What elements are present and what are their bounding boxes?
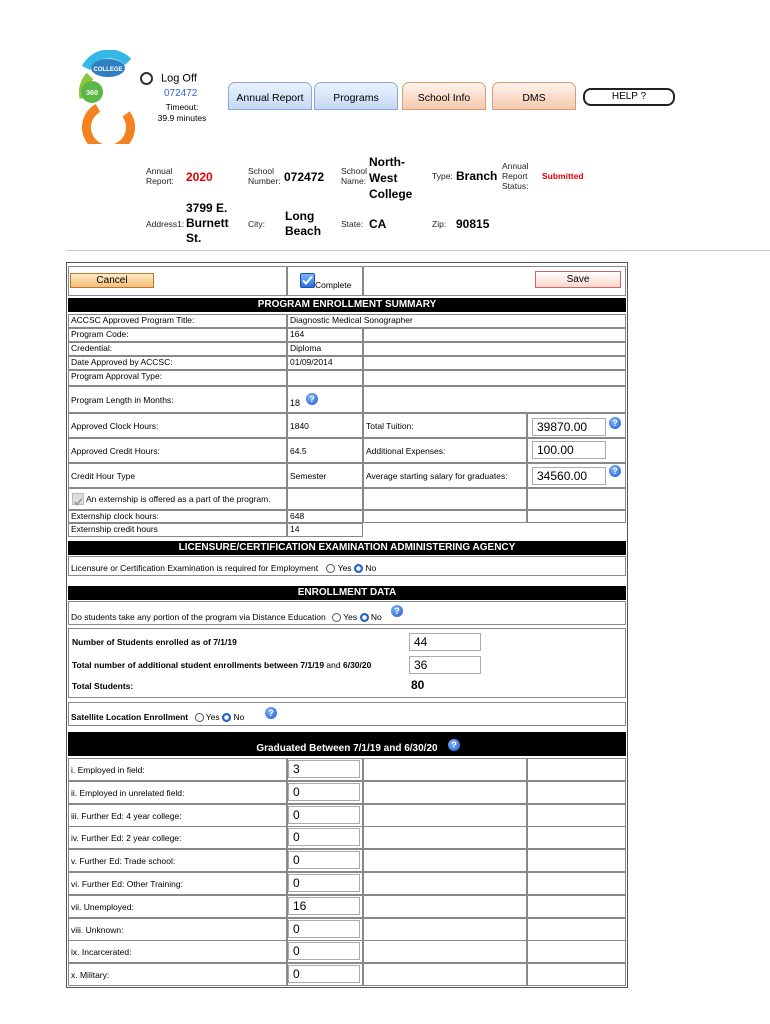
- total-tuition-label: Total Tuition:: [363, 413, 527, 438]
- satellite-no-radio[interactable]: [222, 713, 231, 722]
- help-button[interactable]: HELP ?: [583, 88, 675, 106]
- annual-report-year: 2020: [186, 170, 213, 184]
- program-title-label: ACCSC Approved Program Title:: [68, 314, 287, 328]
- blank-cell: [363, 356, 626, 370]
- checkmark-icon: [73, 497, 83, 507]
- distance-ed-yes-radio[interactable]: [332, 613, 341, 622]
- blank-cell: [527, 872, 626, 895]
- logoff-label: Log Off: [161, 72, 197, 85]
- distance-ed-no-label: No: [370, 612, 382, 622]
- satellite-yes-label: Yes: [205, 712, 220, 722]
- program-length-label: Program Length in Months:: [68, 386, 287, 413]
- blank-cell: [527, 940, 626, 963]
- power-icon: [140, 72, 153, 85]
- zip-value: 90815: [456, 217, 490, 231]
- type-label: Type:: [432, 171, 453, 181]
- help-icon[interactable]: ?: [306, 393, 318, 405]
- timeout-value: 39.9 minutes: [157, 113, 207, 123]
- total-students-label: Total Students:: [72, 681, 134, 691]
- enrolled-label: Number of Students enrolled as of 7/1/19: [72, 637, 237, 647]
- blank-cell: [363, 328, 626, 342]
- blank-cell: [527, 963, 626, 986]
- blank-cell: [527, 826, 626, 849]
- distance-ed-yes-label: Yes: [343, 612, 358, 622]
- graduated-row-input[interactable]: 0: [288, 942, 360, 960]
- satellite-yes-radio[interactable]: [195, 713, 204, 722]
- blank-cell: [287, 488, 363, 510]
- complete-checkbox[interactable]: [300, 273, 315, 288]
- report-status-label: Annual Report Status:: [502, 161, 529, 191]
- checkmark-icon: [301, 274, 314, 287]
- blank-cell: [363, 758, 527, 781]
- graduated-row-label: x. Military:: [68, 963, 287, 986]
- graduated-row-label: ix. Incarcerated:: [68, 940, 287, 963]
- annual-report-label: Annual Report:: [146, 166, 174, 186]
- blank-cell: [363, 918, 527, 941]
- graduated-row-input[interactable]: 0: [288, 783, 360, 801]
- account-number[interactable]: 072472: [164, 88, 198, 99]
- blank-cell: [363, 963, 527, 986]
- ext-clock-value: 648: [287, 510, 363, 523]
- enrollment-header: ENROLLMENT DATA: [68, 586, 626, 600]
- blank-cell: [527, 918, 626, 941]
- credit-hours-value: 64.5: [287, 438, 363, 463]
- credit-hour-type-value: Semester: [287, 463, 363, 488]
- program-code-label: Program Code:: [68, 328, 287, 342]
- city-label: City:: [248, 219, 265, 229]
- program-title-value: Diagnostic Medical Sonographer: [287, 314, 626, 328]
- help-icon[interactable]: ?: [265, 707, 277, 719]
- blank-cell: [363, 849, 527, 872]
- blank-cell: [363, 370, 626, 386]
- blank-cell: [527, 781, 626, 804]
- cancel-button[interactable]: Cancel: [70, 273, 154, 288]
- additional-enrollments-input[interactable]: 36: [409, 656, 481, 674]
- avg-salary-label: Average starting salary for graduates:: [363, 463, 527, 488]
- satellite-label: Satellite Location Enrollment: [71, 712, 189, 722]
- blank-cell: [363, 940, 527, 963]
- externship-label: An externship is offered as a part of the program.: [86, 494, 271, 504]
- satellite-row: [68, 702, 626, 726]
- divider: [67, 250, 770, 251]
- additional-expenses-input[interactable]: 100.00: [532, 441, 606, 459]
- blank-cell: [363, 826, 527, 849]
- tab-programs[interactable]: Programs: [314, 82, 398, 110]
- graduated-row-input[interactable]: 0: [288, 874, 360, 892]
- licensure-header: LICENSURE/CERTIFICATION EXAMINATION ADMINISTERING AGENCY: [68, 541, 626, 555]
- tab-school-info[interactable]: School Info: [402, 82, 486, 110]
- blank-cell: [363, 804, 527, 827]
- graduated-row-input[interactable]: 0: [288, 806, 360, 824]
- licensure-yes-label: Yes: [337, 563, 352, 573]
- avg-salary-input[interactable]: 34560.00: [532, 467, 606, 485]
- zip-label: Zip:: [432, 219, 447, 229]
- additional-enrollments-label: Total number of additional student enrollments between 7/1/19 and 6/30/20: [72, 660, 372, 670]
- blank-cell: [527, 488, 626, 510]
- blank-cell: [363, 342, 626, 356]
- type-value: Branch: [456, 169, 498, 183]
- credit-hours-label: Approved Credit Hours:: [68, 438, 287, 463]
- graduated-row-input[interactable]: 0: [288, 965, 360, 983]
- date-approved-label: Date Approved by ACCSC:: [68, 356, 287, 370]
- school-number-value: 072472: [284, 170, 325, 184]
- distance-ed-no-radio[interactable]: [360, 613, 369, 622]
- additional-expenses-label: Additional Expenses:: [363, 438, 527, 463]
- blank-cell: [363, 781, 527, 804]
- graduated-row-label: v. Further Ed: Trade school:: [68, 849, 287, 872]
- graduated-row-label: viii. Unknown:: [68, 918, 287, 941]
- graduated-row-input[interactable]: 3: [288, 760, 360, 778]
- state-value: CA: [369, 217, 387, 231]
- timeout-label: Timeout:: [165, 102, 199, 112]
- blank-cell: [527, 849, 626, 872]
- credential-label: Credential:: [68, 342, 287, 356]
- college360-logo: [76, 50, 140, 144]
- ext-credit-label: Externship credit hours: [68, 523, 287, 537]
- total-tuition-input[interactable]: 39870.00: [532, 418, 606, 436]
- tab-dms[interactable]: DMS: [492, 82, 576, 110]
- school-name-value: North- West College: [369, 155, 413, 201]
- logoff-link[interactable]: [140, 72, 197, 85]
- graduated-row-label: iii. Further Ed: 4 year college:: [68, 804, 287, 827]
- session-timeout: [150, 102, 214, 124]
- total-students-value: 80: [411, 678, 425, 692]
- city-value: Long Beach: [285, 209, 322, 238]
- blank-cell: [363, 895, 527, 918]
- ext-clock-label: Externship clock hours:: [68, 510, 287, 523]
- blank-cell: [363, 510, 527, 523]
- logo-text-top: COLLEGE: [93, 67, 123, 73]
- distance-ed-row: [68, 601, 626, 625]
- licensure-row: [68, 556, 626, 576]
- blank-cell: [527, 510, 626, 523]
- help-icon[interactable]: ?: [609, 417, 621, 429]
- enrolled-input[interactable]: 44: [409, 633, 481, 651]
- graduated-row-label: i. Employed in field:: [68, 758, 287, 781]
- licensure-question: Licensure or Certification Examination is required for Employment: [71, 563, 319, 573]
- program-code-value: 164: [287, 328, 363, 342]
- help-icon[interactable]: ?: [448, 739, 460, 751]
- graduated-header: Graduated Between 7/1/19 and 6/30/20: [68, 732, 626, 756]
- graduated-row-label: vii. Unemployed:: [68, 895, 287, 918]
- blank-cell: [363, 872, 527, 895]
- blank-cell: [527, 895, 626, 918]
- graduated-row-input[interactable]: 0: [288, 828, 360, 846]
- satellite-no-label: No: [233, 712, 245, 722]
- graduated-row-label: ii. Employed in unrelated field:: [68, 781, 287, 804]
- clock-hours-label: Approved Clock Hours:: [68, 413, 287, 438]
- graduated-row-input[interactable]: 0: [288, 920, 360, 938]
- date-approved-value: 01/09/2014: [287, 356, 363, 370]
- graduated-row-input[interactable]: 16: [288, 897, 360, 915]
- school-number-label: School Number:: [248, 166, 281, 186]
- licensure-yes-radio[interactable]: [326, 564, 335, 573]
- blank-cell: [527, 758, 626, 781]
- complete-label: Complete: [315, 280, 352, 290]
- externship-checkbox[interactable]: [72, 493, 84, 505]
- blank-cell: [363, 386, 626, 413]
- graduated-row-label: vi. Further Ed: Other Training:: [68, 872, 287, 895]
- approval-type-value: [287, 370, 363, 386]
- program-length-value: 18: [290, 398, 301, 408]
- tab-annual-report[interactable]: Annual Report: [228, 82, 312, 110]
- clock-hours-value: 1840: [287, 413, 363, 438]
- credential-value: Diploma: [287, 342, 363, 356]
- logo-text-mid: 360: [86, 90, 98, 97]
- approval-type-label: Program Approval Type:: [68, 370, 287, 386]
- credit-hour-type-label: Credit Hour Type: [68, 463, 287, 488]
- help-icon[interactable]: ?: [391, 605, 403, 617]
- graduated-row-label: iv. Further Ed: 2 year college:: [68, 826, 287, 849]
- licensure-no-label: No: [365, 563, 377, 573]
- blank-cell: [527, 804, 626, 827]
- save-button[interactable]: Save: [535, 271, 621, 288]
- graduated-row-input[interactable]: 0: [288, 851, 360, 869]
- program-summary-header: PROGRAM ENROLLMENT SUMMARY: [68, 298, 626, 312]
- address-value: 3799 E. Burnett St.: [186, 201, 229, 245]
- school-name-label: School Name:: [341, 166, 367, 186]
- licensure-no-radio[interactable]: [354, 564, 363, 573]
- ext-credit-value: 14: [287, 523, 363, 537]
- blank-cell: [363, 488, 527, 510]
- address-label: Address1:: [146, 219, 185, 229]
- distance-ed-question: Do students take any portion of the program via Distance Education: [71, 612, 326, 622]
- help-icon[interactable]: ?: [609, 465, 621, 477]
- report-status-value: Submitted: [542, 171, 584, 181]
- state-label: State:: [341, 219, 364, 229]
